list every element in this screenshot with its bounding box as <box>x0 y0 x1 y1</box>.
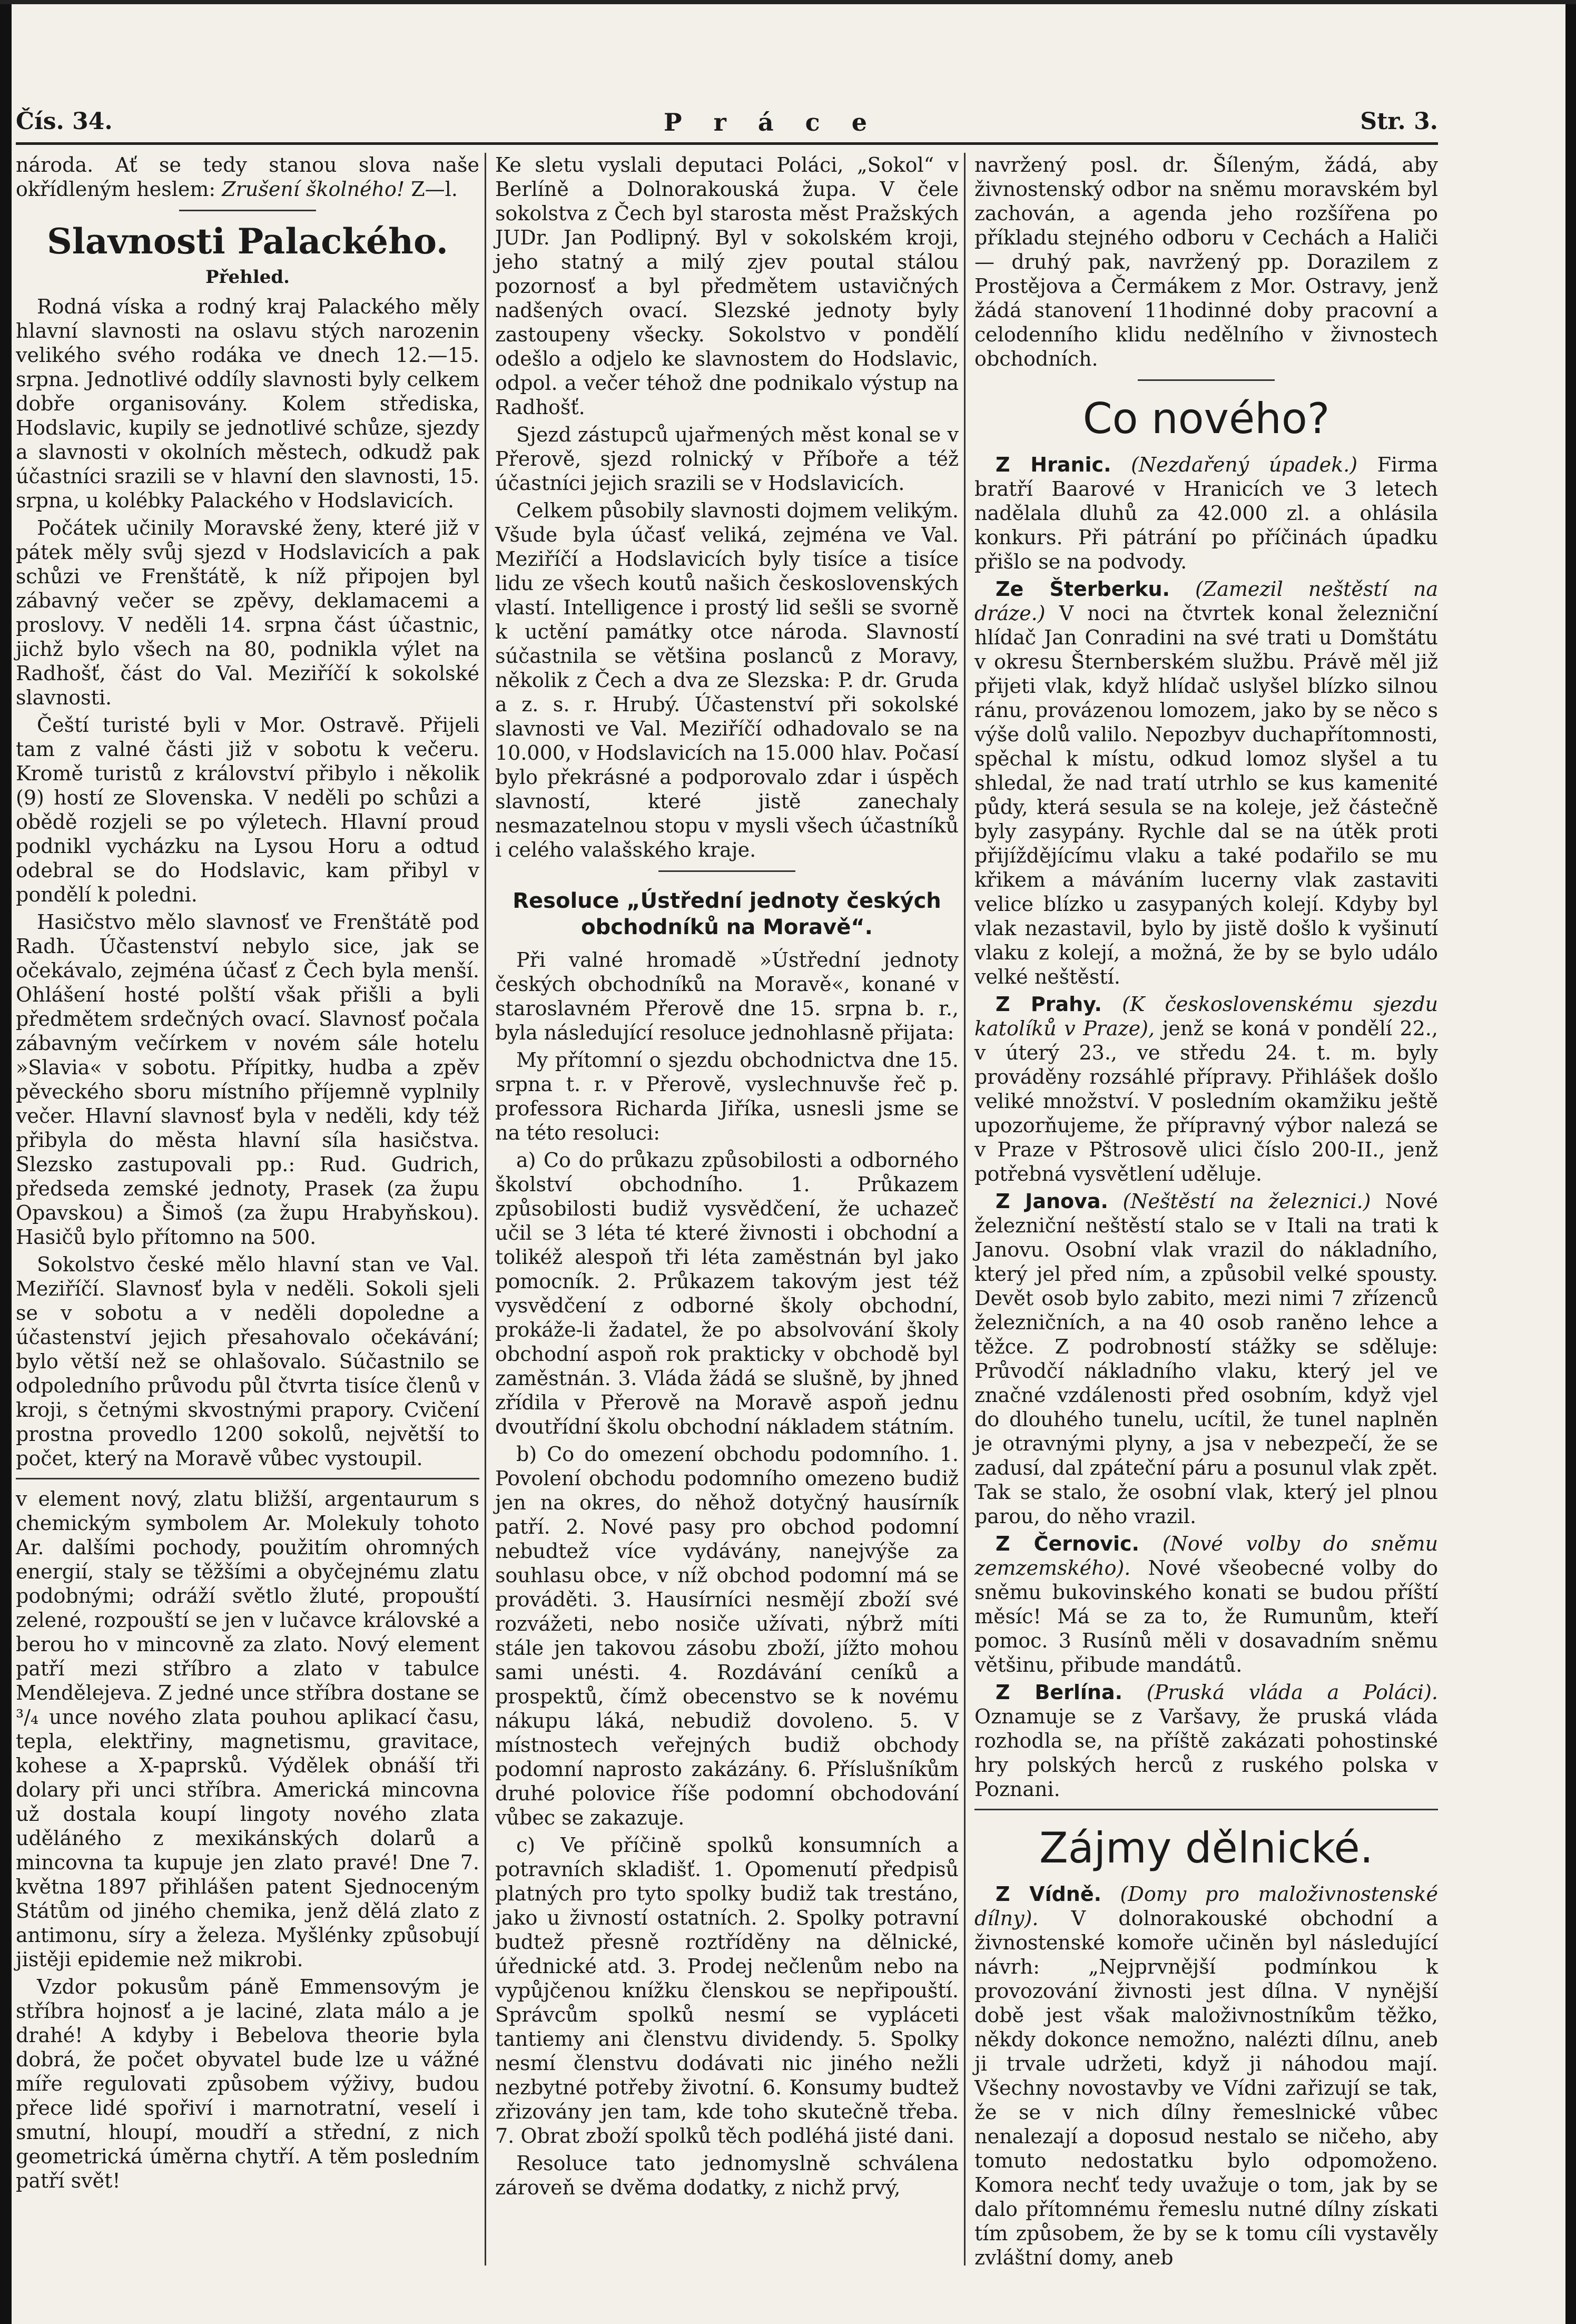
news-item: Z Prahy. (K československému sjezdu katolíků v Praze), jenž se koná v pondělí 22., v úterý 23., ve středu 24. t. m. byly prováděny rozsáhlé přípravy. Přihlášek došlo veliké množství. V posledním okamžiku ještě upozorňujeme, že přípravný výbor nalezá se v Praze v Pštrosově ulici číslo 200-II., jenž potřebná vysvětlení uděluje. <box>974 993 1438 1185</box>
column-divider-2 <box>964 153 966 2266</box>
news-headline: (K československému sjezdu katolíků v Praze), <box>974 993 1438 1040</box>
paragraph: Rodná víska a rodný kraj Palackého měly hlavní slavnosti na oslavu stých narozenin velikého svého rodáka ve dnech 12.—15. srpna. Jednotlivé oddíly slavnosti byly celkem dobře organisovány. Kolem střediska, Hodslavic, kupily se jednotlivé schůze, sjezdy a slavnosti v okolních městech, odkudž pak účastníci srazili se v hlavní den slavnosti, 15. srpna, u kolébky Palackého v Hodslavicích. <box>16 295 479 512</box>
page-header <box>16 108 1438 145</box>
news-headline: (Nezdařený úpadek.) <box>1131 453 1358 476</box>
article-subtitle: Přehled. <box>205 267 290 288</box>
news-place: Z Hranic. <box>996 453 1111 476</box>
news-headline: (Domy pro maloživnostenské dílny). <box>974 1882 1438 1930</box>
news-item: Z Janova. (Neštěstí na železnici.) Nové železniční neštěstí stalo se v Itali na trati k Janovu. Osobní vlak vrazil do nákladního, který jel před ním, a způsobil velké spousty. Devět osob bylo zabito, mezi nimi 7 zřízenců železničních, a na 40 osob raněno lehce a těžce. Z podrobností stážky se sděluje: Průvodčí nákladního vlaku, který jel ve značné vzdálenosti před osobním, když vjel do dlouhého tunelu, ucítil, že tunel naplněn je otravnými plyny, a jsa v nebezpečí, že se zadusí, dal zpáteční páru a posunul vlak zpět. Tak se stalo, že osobní vlak, který jel plnou parou, do něho vrazil. <box>974 1190 1438 1528</box>
news-item: Z Vídně. (Domy pro maloživnostenské dílny). V dolnorakouské obchodní a živnostenské komoře učiněn byl následující návrh: „Nejprvnější podmínkou k provozování živnosti jest dílna. V nynější době jest však maloživnostníkům těžko, někdy dokonce nemožno, nalézti dílnu, aneb ji trvale udržeti, když ji náhodou mají. Všechny novostavby ve Vídni zařizují se tak, že se v nich dílny řemeslnické vůbec nenalezají a doposud nestalo se ničeho, aby tomuto nedostatku bylo odpomoženo. Komora nechť tedy uvažuje o tom, jak by se dalo přítomnému řemeslu nutné dílny získati tím způsobem, že by se k tomu cíli vystavěly zvláštní domy, aneb <box>974 1882 1438 2269</box>
news-item: Z Berlína. (Pruská vláda a Poláci). Oznamuje se z Varšavy, že pruská vláda rozhodla se, na příště zakázati pohostinské hry polských herců z ruského polska v Poznani. <box>974 1681 1438 1801</box>
paragraph: Ke sletu vyslali deputaci Poláci, „Sokol“ v Berlíně a Dolnorakouská župa. V čele sokolstva z Čech byl starosta měst Pražských JUDr. Jan Podlipný. Byl v sokolském kroji, jeho statný a milý zjev poutal stálou pozornosť a byl předmětem ustavičných nadšených ovací. Slezské jednoty byly zastoupeny všecky. Sokolstvo v pondělí odešlo a odjelo ke slavnostem do Hodslavic, odpol. a večer téhož dne podnikalo výstup na Radhošť. <box>495 153 959 419</box>
column-2 <box>495 153 959 2203</box>
section-title-news: Co nového? <box>1082 394 1330 443</box>
news-place: Z Prahy. <box>996 993 1102 1016</box>
paragraph: My přítomní o sjezdu obchodnictva dne 15. srpna t. r. v Přerově, vyslechnuvše řeč p. professora Richarda Jiříka, usnesli jsme se na této resoluci: <box>495 1048 959 1144</box>
separator <box>658 870 795 872</box>
intro-emphasis: Zrušení školného! <box>222 178 405 201</box>
paragraph: Při valné hromadě »Ústřední jednoty českých obchodníků na Moravě«, konané v staroslavném Přerově dne 15. srpna b. r., byla následující resoluce jednohlasně přijata: <box>495 948 959 1044</box>
paragraph: a) Co do průkazu způsobilosti a odborného školství obchodního. 1. Průkazem způsobilosti budiž vysvědčení, že uchazeč učil se 3 léta té které živnosti i obchodní a tolikéž alespoň tři léta zaměstnán byl jako pomocník. 2. Průkazem takovým jest též vysvědčení z odborné školy obchodní, prokáže-li žadatel, že po absolvování školy obchodní aspoň rok prakticky v obchodě byl zaměstnán. 3. Vláda žádá se slušně, by jhned zřídila v Přerově na Moravě aspoň jednu dvoutřídní školu obchodní nákladem státním. <box>495 1149 959 1438</box>
separator <box>1138 379 1275 381</box>
article-title-palacky: Slavnosti Palackého. <box>47 221 448 262</box>
paragraph: Hasičstvo mělo slavnosť ve Frenštátě pod Radh. Účastenství nebylo sice, jak se očekávalo, zejména účasť z Čech byla menší. Ohlášení hosté polští však přišli a byli předmětem srdečných ovací. Slavnosť počala zábavným večírkem v novém sále hotelu »Slavia« v sobotu. Přípitky, hudba a zpěv pěveckého sboru místního příjemně vyplnily večer. Hlavní slavnosť byla v neděli, kdy též přibyla do města hlavní síla hasičstva. Slezsko zastupovali pp.: Rud. Gudrich, předseda zemské jednoty, Prasek (za župu Opavskou) a Šimoš (za župu Hrabyňskou). Hasičů bylo přítomno na 500. <box>16 910 479 1249</box>
intro-paragraph: národa. Ať se tedy stanou slova naše okřídleným heslem: Zrušení školného! Z—l. <box>16 153 479 201</box>
news-place: Z Černovic. <box>996 1532 1139 1555</box>
paragraph: Vzdor pokusům páně Emmensovým je stříbra hojnosť a je laciné, zlata málo a je drahé! A kdyby i Bebelova theorie byla dobrá, že počet obyvatel bude lze u vážné míře regulovati způsobem výživy, budou přece lidé spořiví i marnotratní, veselí i smutní, hloupí, moudří a střední, z nich geometrická úměrna chytří. A těm posledním patří svět! <box>16 1975 479 2192</box>
section-rule <box>16 1478 479 1479</box>
news-headline: (Pruská vláda a Poláci). <box>1146 1681 1438 1704</box>
column-divider-1 <box>485 153 486 2266</box>
paragraph: Sjezd zástupců ujařmených měst konal se v Přerově, sjezd rolnický v Příboře a též účastníci jejich srazili se v Hodslavicích. <box>495 423 959 495</box>
news-place: Z Berlína. <box>996 1681 1123 1704</box>
paragraph: Resoluce tato jednomyslně schválena zároveň se dvěma dodatky, z nichž prvý, <box>495 2152 959 2199</box>
paragraph: c) Ve příčině spolků konsumních a potravních skladišť. 1. Opomenutí předpisů platných pro tyto spolky budiž tak trestáno, jako u živností ostatních. 2. Spolky potravní budtež přesně roztříděny na dělnické, úřednické atd. 3. Prodej nečlenům nebo na vypůjčenou knížku členskou se nepřipouští. Správcům spolků nesmí se vypláceti tantiemy ani členstvu dividendy. 5. Spolky nesmí členstvu dodávati nic jiného nežli nezbytné potřeby životní. 6. Konsumy budtež zřizovány jen tam, kde toho skutečně třeba. 7. Obrat zboží spolků těch podléhá jisté dani. <box>495 1833 959 2148</box>
paragraph: b) Co do omezení obchodu podomního. 1. Povolení obchodu podomního omezeno budiž jen na okres, do něhož dotyčný hausírník patří. 2. Nové pasy pro obchod podomní nebudtež více vydávány, nanejvýše za souhlasu obce, v níž obchod podomní má se prováděti. 3. Hausírníci nesmějí zboží své rozvážeti, nebo nosiče užívati, nýbrž míti stále jen takovou zásobu zboží, jížto mohou sami unésti. 4. Rozdávání ceníků a prospektů, čímž obecenstvo se k novému nákupu láká, nebudiž dovoleno. 5. V místnostech veřejných budiž obchody podomní naprosto zakázány. 6. Příslušníkům druhé polovice říše podomní obchodování vůbec se zakazuje. <box>495 1443 959 1829</box>
separator <box>179 210 316 211</box>
news-headline: (Zamezil neštěstí na dráze.) <box>974 577 1438 625</box>
issue-number: Čís. 34. <box>16 108 113 135</box>
paragraph: Celkem působily slavnosti dojmem velikým. Všude byla účasť veliká, zejména ve Val. Meziříčí a Hodslavicích byly tisíce a tisíce lidu ze všech koutů našich československých vlastí. Intelligence i prostý lid sešli se svorně k uctění památky otce národa. Slavností súčastnila se většina poslanců z Moravy, několik z Čech a dva ze Slezska: P. dr. Gruda a z. s. r. Hrubý. Účastenství při sokolské slavnosti ve Val. Meziříčí odhadovalo se na 10.000, v Hodslavicích na 15.000 hlav. Počasí bylo překrásné a podporovalo zdar i úspěch slavností, které jistě zanechaly nesmazatelnou stopu v mysli všech účastníků i celého valašského kraje. <box>495 499 959 861</box>
article-title-resolution: Resoluce „Ústřední jednoty českých obchodníků na Moravě“. <box>513 889 941 939</box>
page-number: Str. 3. <box>1360 108 1438 135</box>
scan-edge-left <box>0 0 12 2324</box>
news-place: Z Vídně. <box>996 1882 1102 1906</box>
news-headline: (Nové volby do sněmu zemzemského). <box>974 1532 1438 1580</box>
news-place: Z Janova. <box>996 1190 1108 1213</box>
news-item: Z Černovic. (Nové volby do sněmu zemzemského). Nové všeobecné volby do sněmu bukovinského konati se budou příští měsíc! Má se za to, že Rumunům, kteří pomoc. 3 Rusínů měli v dosavadním sněmu většinu, přibude mandátů. <box>974 1532 1438 1676</box>
newspaper-title: P r á c e <box>664 108 879 136</box>
paragraph: v element nový, zlatu bližší, argentaurum s chemickým symbolem Ar. Molekuly tohoto Ar. dalšími pochody, použitím ohromných energií, staly se těžšími a obyčejnému zlatu podobnými; odráží světlo žluté, propouští zelené, rozpouští se jen v lučavce královské a berou ho v mincovně za zlato. Nový element patří mezi stříbro a zlato v tabulce Mendělejeva. Z jedné unce stříbra dostane se ³/₄ unce nového zlata pouhou aplikací času, tepla, elektřiny, magnetismu, gravitace, kohese a X-paprsků. Výdělek obnáší tři dolary při unci stříbra. Americká mincovna už dostala koupí lingoty nového zlata uděláného z mexikánských dolarů a mincovna ta kupuje jen zlato pravé! Dne 7. května 1897 přihlášen patent Sjednoceným Státům od jiného chemika, jenž dělá zlato z antimonu, síry a železa. Myšlénky způsobují jistěji epidemie než mikrobi. <box>16 1487 479 1971</box>
column-1 <box>16 153 479 2196</box>
column-3 <box>974 153 1438 2273</box>
scan-edge-right <box>1565 0 1576 2324</box>
news-item: Ze Šterberku. (Zamezil neštěstí na dráze.) V noci na čtvrtek konal železniční hlídač Jan Conradini na své trati u Domštátu v okresu Šternberském službu. Právě měl již přijeti vlak, když hlídač uslyšel blízko silnou ránu, provázenou lomozem, jako by se něco s výše dolů valilo. Nepozbyv duchapřítomnosti, spěchal k místu, odkud lomoz slyšel a tu shledal, že nad tratí utrhlo se kus kamenité půdy, která sesula se na koleje, jež částečně byly zasypány. Rychle dal se na útěk proti přijíždějícímu vlaku a také podařilo se mu křikem a máváním lucerny vlak zastaviti velice blízko u zasypaných kolejí. Kdyby byl vlak nezastavil, bylo by jistě došlo k vyšinutí vlaku z kolejí, a možná, že by se bylo událo velké neštěstí. <box>974 577 1438 988</box>
paragraph: Počátek učinily Moravské ženy, které již v pátek měly svůj sjezd v Hodslavicích a pak schůzi ve Frenštátě, k níž připojen byl zábavný večer se zpěvy, deklamacemi a proslovy. V neděli 14. srpna část účastnic, jichž bylo všech na 80, podnikla výlet na Radhošť, část do Val. Meziříčí k sokolské slavnosti. <box>16 516 479 709</box>
header-rule <box>16 142 1438 145</box>
news-place: Ze Šterberku. <box>996 577 1170 601</box>
paragraph: Čeští turisté byli v Mor. Ostravě. Přijeli tam z valné části již v sobotu k večeru. Kromě turistů z království přibylo i několik (9) hostí ze Slovenska. V neděli po schůzi a obědě rozjeli se po výletech. Hlavní proud podnikl vycházku na Lysou Horu a odtud odebral se do Hodslavic, kam přibyl v pondělí k poledni. <box>16 713 479 906</box>
paragraph: Sokolstvo české mělo hlavní stan ve Val. Meziříčí. Slavnosť byla v neděli. Sokoli sjeli se v sobotu a v neděli dopoledne a účastenství jejich přesahovalo očekávání; bylo větší než se ohlašovalo. Súčastnilo se odpoledního průvodu půl čtvrta tisíce členů v kroji, s četnými skvostnými prapory. Cvičení prostna provedlo 1200 sokolů, největší to počet, který na Moravě vůbec vystoupil. <box>16 1253 479 1470</box>
news-headline: (Neštěstí na železnici.) <box>1122 1190 1371 1213</box>
section-title-labor: Zájmy dělnické. <box>1039 1823 1374 1872</box>
section-rule <box>974 1809 1438 1810</box>
intro-signature: Z—l. <box>411 178 458 201</box>
paragraph: navržený posl. dr. Šíleným, žádá, aby živnostenský odbor na sněmu moravském byl zachován, a agenda jeho rozšířena po příkladu stejného odboru v Cechách a Haliči — druhý pak, navržený pp. Dorazilem z Prostějova a Čermákem z Mor. Ostravy, jenž žádá stanovení 11hodinné doby pracovní a celodenního klidu nedělního v živnostech obchodních. <box>974 153 1438 370</box>
news-item: Z Hranic. (Nezdařený úpadek.) Firma bratří Baarové v Hranicích ve 3 letech nadělala dluhů za 42.000 zl. a ohlásila konkurs. Při pátrání po příčinách úpadku přišlo se na podvody. <box>974 453 1438 573</box>
scan-edge-top <box>0 0 1576 4</box>
